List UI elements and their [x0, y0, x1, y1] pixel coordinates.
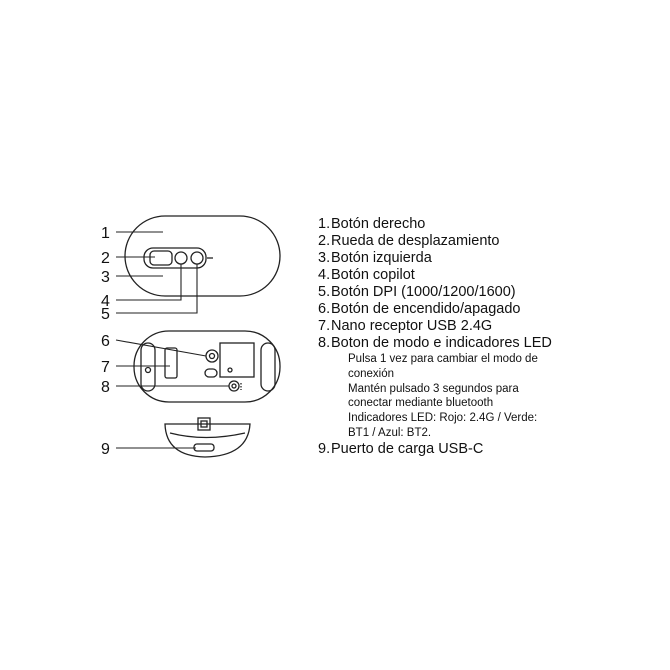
- legend-text: Boton de modo e indicadores LED: [331, 335, 552, 351]
- legend-number: 6.: [318, 301, 331, 317]
- mouse-front-outline: [165, 424, 250, 457]
- mode-button: [229, 381, 239, 391]
- front-shell-line: [170, 433, 245, 438]
- legend-item-3: [318, 250, 663, 267]
- dpi-button: [191, 252, 203, 264]
- legend-item-8: [318, 335, 663, 352]
- legend-item-9: [318, 441, 663, 458]
- leader-6: [116, 340, 206, 356]
- legend-8-detail-line: conectar mediante bluetooth: [348, 397, 494, 410]
- leader-lines: [116, 232, 229, 448]
- legend-item-6: [318, 301, 663, 318]
- legend-number: 9.: [318, 440, 331, 457]
- sensor-window: [205, 369, 217, 377]
- callout-4: 4: [101, 293, 110, 310]
- legend-number: 1.: [318, 216, 331, 232]
- legend-number: 8.: [318, 335, 331, 351]
- led-indicator-dot: [228, 368, 232, 372]
- legend-number: 2.: [318, 233, 331, 249]
- legend-item-7: [318, 318, 663, 335]
- callout-8: 8: [101, 379, 110, 396]
- legend-text: Botón izquierda: [331, 250, 432, 266]
- callout-5: 5: [101, 306, 110, 323]
- screw-mark: [146, 368, 151, 373]
- legend-text: Botón copilot: [331, 267, 415, 283]
- legend-number: 5.: [318, 284, 331, 300]
- power-switch: [206, 350, 218, 362]
- legend-text: Nano receptor USB 2.4G: [331, 318, 493, 334]
- legend-8-detail-line: conexión: [348, 367, 395, 380]
- callout-3: 3: [101, 269, 110, 286]
- callout-numbers: [101, 225, 110, 458]
- legend-number: 7.: [318, 318, 331, 334]
- legend-item-5: [318, 284, 663, 301]
- callout-1: 1: [101, 225, 110, 242]
- nano-receptor-slot: [165, 348, 177, 378]
- legend-number: 3.: [318, 250, 331, 266]
- legend-number: 4.: [318, 267, 331, 283]
- legend-8-detail-line: Indicadores LED: Rojo: 2.4G / Verde:: [348, 412, 538, 425]
- legend-8-detail-line: Pulsa 1 vez para cambiar el modo de: [348, 353, 538, 365]
- mouse-top-view: [125, 216, 280, 296]
- right-foot: [261, 343, 275, 391]
- legend-8-detail-line: Mantén pulsado 3 segundos para: [348, 382, 519, 395]
- callout-6: 6: [101, 333, 110, 350]
- callout-9: 9: [101, 441, 110, 458]
- legend-text: Puerto de carga USB-C: [331, 440, 484, 457]
- legend-item-2: [318, 233, 663, 250]
- callout-2: 2: [101, 250, 110, 267]
- legend-text: Botón DPI (1000/1200/1600): [331, 284, 516, 300]
- usb-c-port: [194, 444, 214, 451]
- legend-text: Rueda de desplazamiento: [331, 233, 500, 249]
- leader-4: [116, 264, 181, 300]
- legend-item-1: [318, 216, 663, 233]
- mouse-front-view: [165, 418, 250, 457]
- mode-button-center: [232, 384, 236, 388]
- label-plate: [220, 343, 254, 377]
- power-switch-knob: [210, 354, 215, 359]
- legend-item-4: [318, 267, 663, 284]
- legend: [318, 216, 663, 458]
- scroll-wheel: [150, 251, 172, 265]
- legend-text: Botón de encendido/apagado: [331, 301, 521, 317]
- copilot-button: [175, 252, 187, 264]
- legend-text: Botón derecho: [331, 216, 426, 232]
- legend-8-detail-line: BT1 / Azul: BT2.: [348, 426, 432, 439]
- callout-7: 7: [101, 359, 110, 376]
